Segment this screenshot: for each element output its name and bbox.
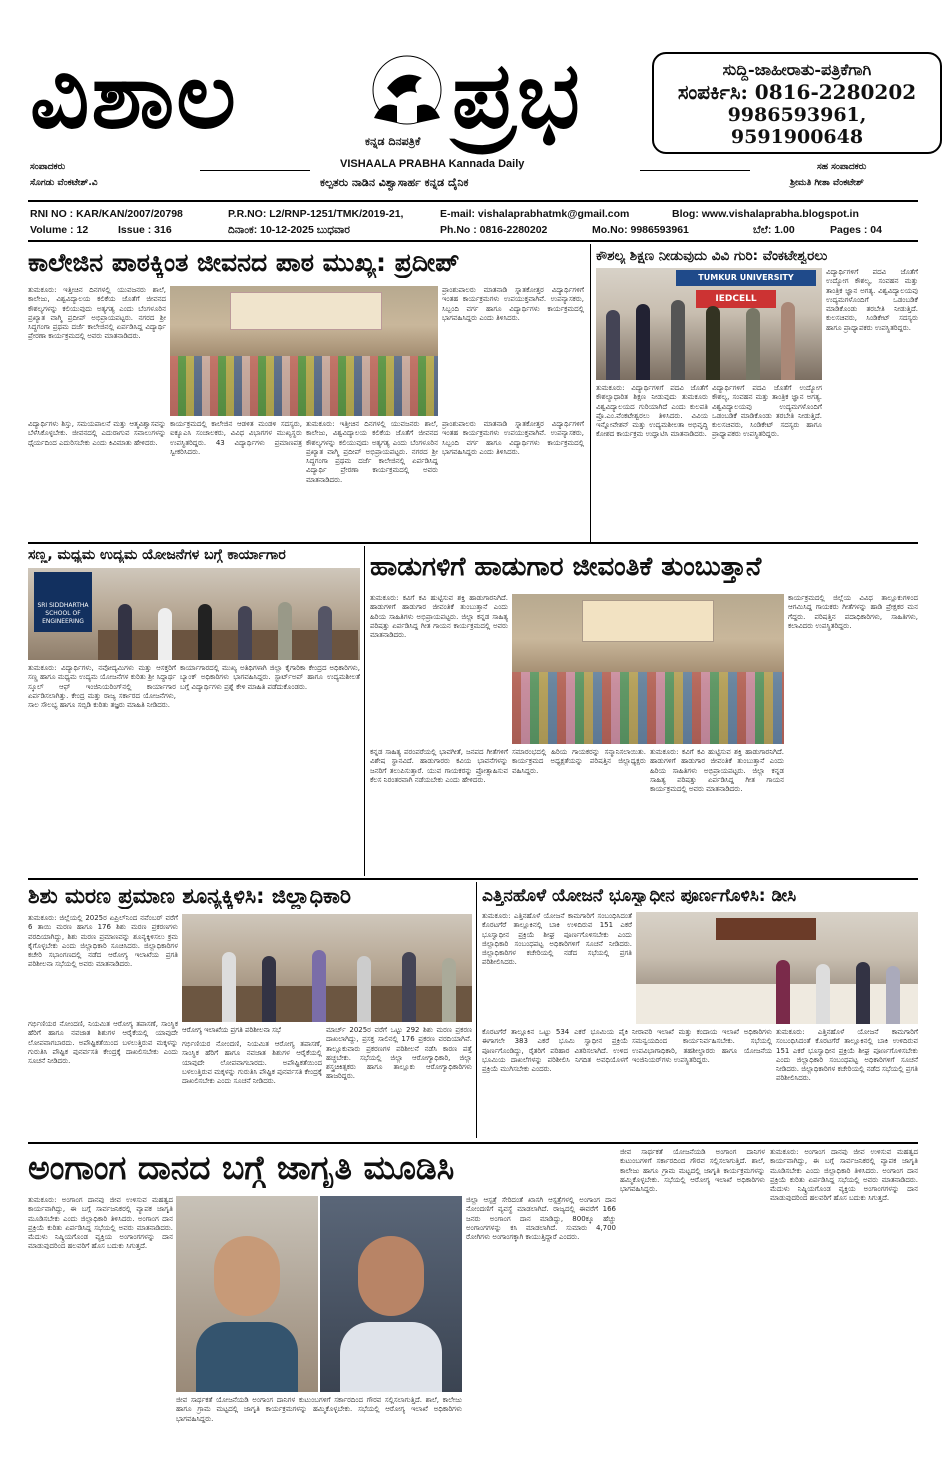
article-2-body: ವಿದ್ಯಾರ್ಥಿಗಳಿಗೆ ಪದವಿ ಜೊತೆಗೆ ಉದ್ಯೋಗ ಕೌಶಲ್ಯ, ಸಂವಹನ ಮತ್ತು ತಾಂತ್ರಿಕ ಜ್ಞಾನ ಅಗತ್ಯ. ವಿಶ್ವವಿದ್ಯಾಲಯವು ಉದ್ಯಮಗಳೊಂದಿಗೆ ಒಡಂಬಡಿಕೆ ಮಾಡಿಕೊಂಡು ತರಬೇತಿ ನೀಡುತ್ತಿದೆ. ಕುಲಸಚಿವರು, ಸಿಂಡಿಕೇಟ್ ಸದಸ್ಯರು ಹಾಗೂ ಪ್ರಾಧ್ಯಾಪಕರು ಉಪಸ್ಥಿತರಿದ್ದರು. [712,384,822,439]
portrait-photo [176,1196,318,1392]
article-4-headline: ಹಾಡುಗಳಿಗೆ ಹಾಡುಗಾರ ಜೀವಂತಿಕೆ ತುಂಬುತ್ತಾನೆ [370,552,762,582]
rni-number: RNI NO : KAR/KAN/2007/20798 [30,208,183,220]
article-5-body: ಮಾರ್ಚ್ 2025ರ ವರೆಗೆ ಒಟ್ಟು 292 ಶಿಶು ಮರಣ ಪ್ರಕರಣ ದಾಖಲಾಗಿದ್ದು, ಪ್ರಸಕ್ತ ಸಾಲಿನಲ್ಲಿ 176 ಪ್ರಕರಣ ವರದಿಯಾಗಿವೆ. ತಾಲ್ಲೂಕುವಾರು ಪ್ರಕರಣಗಳ ಪರಿಶೀಲನೆ ನಡೆಸಿ ಕಾರಣ ಪತ್ತೆ ಹಚ್ಚಬೇಕು. ಸಭೆಯಲ್ಲಿ ಜಿಲ್ಲಾ ಆರೋಗ್ಯಾಧಿಕಾರಿ, ಜಿಲ್ಲಾ ಶಸ್ತ್ರಚಿಕಿತ್ಸಕರು ಹಾಗೂ ತಾಲ್ಲೂಕು ಆರೋಗ್ಯಾಧಿಕಾರಿಗಳು ಹಾಜರಿದ್ದರು. [326,1026,472,1081]
article-1-body: ಪ್ರಾಂಶುಪಾಲರು ಮಾತನಾಡಿ ಸ್ನಾತಕೋತ್ತರ ವಿದ್ಯಾರ್ಥಿಗಳಿಗೆ ಇಂತಹ ಕಾರ್ಯಕ್ರಮಗಳು ಉಪಯುಕ್ತವಾಗಿವೆ. ಉಪನ್ಯಾಸಕರು, ಸಿಬ್ಬಂದಿ ವರ್ಗ ಹಾಗೂ ವಿದ್ಯಾರ್ಥಿಗಳು ಕಾರ್ಯಕ್ರಮದಲ್ಲಿ ಭಾಗವಹಿಸಿದ್ದರು ಎಂದು ತಿಳಿಸಿದರು. [442,286,584,322]
article-4-body: ಕನ್ನಡ ಸಾಹಿತ್ಯ ಪರಂಪರೆಯಲ್ಲಿ ಭಾವಗೀತೆ, ಜನಪದ ಗೀತೆಗಳಿಗೆ ವಿಶೇಷ ಸ್ಥಾನವಿದೆ. ಹಾಡುಗಾರರು ಕವಿಯ ಭಾವನೆಗಳನ್ನು ಜನರಿಗೆ ತಲುಪಿಸುತ್ತಾರೆ. ಯುವ ಗಾಯಕರನ್ನು ಪ್ರೋತ್ಸಾಹಿಸುವ ಕೆಲಸ ನಿರಂತರವಾಗಿ ನಡೆಯಬೇಕು ಎಂದು ಹೇಳಿದರು. [370,748,508,784]
divider [28,542,918,544]
article-5-headline: ಶಿಶು ಮರಣ ಪ್ರಮಾಣ ಶೂನ್ಯಕ್ಕಿಳಿಸಿ: ಜಿಲ್ಲಾಧಿಕಾರಿ [28,884,352,908]
photo-caption: ಆರೋಗ್ಯ ಇಲಾಖೆಯ ಪ್ರಗತಿ ಪರಿಶೀಲನಾ ಸಭೆ [182,1026,281,1034]
event-photo [28,568,360,660]
article-7-body: ತುಮಕೂರು: ಅಂಗಾಂಗ ದಾನವು ಜೀವ ಉಳಿಸುವ ಮಹತ್ವದ ಕಾರ್ಯವಾಗಿದ್ದು, ಈ ಬಗ್ಗೆ ಸಾರ್ವಜನಿಕರಲ್ಲಿ ವ್ಯಾಪಕ ಜಾಗೃತಿ ಮೂಡಿಸಬೇಕು ಎಂದು ಜಿಲ್ಲಾಧಿಕಾರಿ ತಿಳಿಸಿದರು. ಅಂಗಾಂಗ ದಾನ ಪ್ರಕ್ರಿಯೆ ಕುರಿತು ಏರ್ಪಡಿಸಿದ್ದ ಸಭೆಯಲ್ಲಿ ಅವರು ಮಾತನಾಡಿದರು. ಮೆದುಳು ನಿಷ್ಕ್ರಿಯಗೊಂಡ ವ್ಯಕ್ತಿಯ ಅಂಗಾಂಗಗಳನ್ನು ದಾನ ಮಾಡುವುದರಿಂದ ಹಲವರಿಗೆ ಹೊಸ ಬದುಕು ಸಿಗುತ್ತದೆ. [770,1148,918,1203]
mobile: Mo.No: 9986593961 [592,224,689,236]
article-6-body: ನೀರಾವರಿ ಇಲಾಖೆ ಮತ್ತು ಕಂದಾಯ ಇಲಾಖೆ ಅಧಿಕಾರಿಗಳು ಸಮನ್ವಯದಿಂದ ಕಾರ್ಯನಿರ್ವಹಿಸಬೇಕು. ಸಭೆಯಲ್ಲಿ ಉಪವಿಭಾಗಾಧಿಕಾರಿ, ತಹಶೀಲ್ದಾರರು ಹಾಗೂ ಯೋಜನೆಯ ಇಂಜಿನಿಯರ್‌ಗಳು ಉಪಸ್ಥಿತರಿದ್ದರು. [632,1028,772,1064]
article-1-body: ವಿದ್ಯಾರ್ಥಿಗಳು ಶಿಸ್ತು, ಸಮಯಪಾಲನೆ ಮತ್ತು ಆತ್ಮವಿಶ್ವಾಸವನ್ನು ಬೆಳೆಸಿಕೊಳ್ಳಬೇಕು. ಜೀವನದಲ್ಲಿ ಎದುರಾಗುವ ಸವಾಲುಗಳನ್ನು ಧೈರ್ಯದಿಂದ ಎದುರಿಸಬೇಕು ಎಂದು ಕಿವಿಮಾತು ಹೇಳಿದರು. [28,420,166,447]
pr-number: P.R.NO: L2/RNP-1251/TMK/2019-21, [228,208,404,220]
banner-text: SRI SIDDHARTHA SCHOOL OF ENGINEERING [34,572,92,632]
contact-line2: ಸಂಪರ್ಕಿಸಿ: 0816-2280202 [677,80,917,104]
issue-date: ದಿನಾಂಕ: 10-12-2025 ಬುಧವಾರ [228,224,350,236]
price: ಬೆಲೆ: 1.00 [753,224,795,236]
contact-line1: ಸುದ್ದಿ-ಜಾಹೀರಾತು-ಪತ್ರಿಕೆಗಾಗಿ [722,60,872,79]
masthead-tagline: ಕಲ್ಪತರು ನಾಡಿನ ವಿಶ್ವಾಸಾರ್ಹ ಕನ್ನಡ ದೈನಿಕ [320,176,469,189]
email: E-mail: vishalaprabhatmk@gmail.com [440,208,630,220]
article-3-body: ತುಮಕೂರು: ವಿದ್ಯಾರ್ಥಿಗಳು, ನವೋದ್ಯಮಿಗಳು ಮತ್ತು ಆಸಕ್ತರಿಗೆ ಸಣ್ಣ ಹಾಗೂ ಮಧ್ಯಮ ಉದ್ಯಮ ಯೋಜನೆಗಳ ಕುರಿತು ಶ್ರೀ ಸಿದ್ಧಾರ್ಥ ಸ್ಕೂಲ್ ಆಫ್ ಇಂಜಿನಿಯರಿಂಗ್‌ನಲ್ಲಿ ಕಾರ್ಯಾಗಾರ ಏರ್ಪಡಿಸಲಾಗಿತ್ತು. ಕೇಂದ್ರ ಮತ್ತು ರಾಜ್ಯ ಸರ್ಕಾರದ ಯೋಜನೆಗಳು, ಸಾಲ ಸೌಲಭ್ಯ ಹಾಗೂ ಸಬ್ಸಿಡಿ ಕುರಿತು ತಜ್ಞರು ಮಾಹಿತಿ ನೀಡಿದರು. [28,664,176,710]
event-photo [170,286,438,416]
article-4-body: ತುಮಕೂರು: ಕವಿಗೆ ಕವಿ ಹುಟ್ಟಿಸುವ ಶಕ್ತಿ ಹಾಡುಗಾರನಿಗಿದೆ. ಹಾಡುಗಳಿಗೆ ಹಾಡುಗಾರ ಜೀವಂತಿಕೆ ತುಂಬುತ್ತಾನೆ ಎಂದು ಹಿರಿಯ ಸಾಹಿತಿಗಳು ಅಭಿಪ್ರಾಯಪಟ್ಟರು. ಜಿಲ್ಲಾ ಕನ್ನಡ ಸಾಹಿತ್ಯ ಪರಿಷತ್ತು ಏರ್ಪಡಿಸಿದ್ದ ಗೀತ ಗಾಯನ ಕಾರ್ಯಕ್ರಮದಲ್ಲಿ ಅವರು ಮಾತನಾಡಿದರು. [650,748,784,794]
event-photo [596,268,822,380]
article-1-body: ಪ್ರಾಂಶುಪಾಲರು ಮಾತನಾಡಿ ಸ್ನಾತಕೋತ್ತರ ವಿದ್ಯಾರ್ಥಿಗಳಿಗೆ ಇಂತಹ ಕಾರ್ಯಕ್ರಮಗಳು ಉಪಯುಕ್ತವಾಗಿವೆ. ಉಪನ್ಯಾಸಕರು, ಸಿಬ್ಬಂದಿ ವರ್ಗ ಹಾಗೂ ವಿದ್ಯಾರ್ಥಿಗಳು ಕಾರ್ಯಕ್ರಮದಲ್ಲಿ ಭಾಗವಹಿಸಿದ್ದರು ಎಂದು ತಿಳಿಸಿದರು. [442,420,584,456]
article-2-body: ವಿದ್ಯಾರ್ಥಿಗಳಿಗೆ ಪದವಿ ಜೊತೆಗೆ ಉದ್ಯೋಗ ಕೌಶಲ್ಯ, ಸಂವಹನ ಮತ್ತು ತಾಂತ್ರಿಕ ಜ್ಞಾನ ಅಗತ್ಯ. ವಿಶ್ವವಿದ್ಯಾಲಯವು ಉದ್ಯಮಗಳೊಂದಿಗೆ ಒಡಂಬಡಿಕೆ ಮಾಡಿಕೊಂಡು ತರಬೇತಿ ನೀಡುತ್ತಿದೆ. ಕುಲಸಚಿವರು, ಸಿಂಡಿಕೇಟ್ ಸದಸ್ಯರು ಹಾಗೂ ಪ್ರಾಧ್ಯಾಪಕರು ಉಪಸ್ಥಿತರಿದ್ದರು. [826,268,918,332]
phone: Ph.No : 0816-2280202 [440,224,548,236]
co-editor-name: ಶ್ರೀಮತಿ ಗೀತಾ ವೆಂಕಟೇಶ್ [790,178,864,188]
masthead-subtitle-kn: ಕನ್ನಡ ದಿನಪತ್ರಿಕೆ [365,135,421,148]
article-1-body: ತುಮಕೂರು: ಇತ್ತೀಚಿನ ದಿನಗಳಲ್ಲಿ ಯುವಜನರು ಶಾಲೆ, ಕಾಲೇಜು, ವಿಶ್ವವಿದ್ಯಾಲಯ ಕಲಿಕೆಯ ಜೊತೆಗೆ ಜೀವನದ ಕೌಶಲ್ಯಗಳನ್ನು ಕಲಿಯುವುದು ಅತ್ಯಗತ್ಯ ಎಂದು ಬೆಂಗಳೂರಿನ ಪ್ರಖ್ಯಾತ ವಾಗ್ಮಿ ಪ್ರದೀಪ್ ಅಭಿಪ್ರಾಯಪಟ್ಟರು. ನಗರದ ಶ್ರೀ ಸಿದ್ಧಗಂಗಾ ಪ್ರಥಮ ದರ್ಜೆ ಕಾಲೇಜಿನಲ್ಲಿ ಏರ್ಪಡಿಸಿದ್ದ ವಿದ್ಯಾರ್ಥಿ ಪ್ರೇರಣಾ ಕಾರ್ಯಕ್ರಮದಲ್ಲಿ ಅವರು ಮಾತನಾಡಿದರು. [306,420,438,484]
contact-box [652,52,942,154]
article-2-headline: ಕೌಶಲ್ಯ ಶಿಕ್ಷಣ ನೀಡುವುದು ವಿವಿ ಗುರಿ: ವೆಂಕಟೇಶ್ವರಲು [596,248,828,264]
article-1-body: ತುಮಕೂರು: ಇತ್ತೀಚಿನ ದಿನಗಳಲ್ಲಿ ಯುವಜನರು ಶಾಲೆ, ಕಾಲೇಜು, ವಿಶ್ವವಿದ್ಯಾಲಯ ಕಲಿಕೆಯ ಜೊತೆಗೆ ಜೀವನದ ಕೌಶಲ್ಯಗಳನ್ನು ಕಲಿಯುವುದು ಅತ್ಯಗತ್ಯ ಎಂದು ಬೆಂಗಳೂರಿನ ಪ್ರಖ್ಯಾತ ವಾಗ್ಮಿ ಪ್ರದೀಪ್ ಅಭಿಪ್ರಾಯಪಟ್ಟರು. ನಗರದ ಶ್ರೀ ಸಿದ್ಧಗಂಗಾ ಪ್ರಥಮ ದರ್ಜೆ ಕಾಲೇಜಿನಲ್ಲಿ ಏರ್ಪಡಿಸಿದ್ದ ವಿದ್ಯಾರ್ಥಿ ಪ್ರೇರಣಾ ಕಾರ್ಯಕ್ರಮದಲ್ಲಿ ಅವರು ಮಾತನಾಡಿದರು. [28,286,166,341]
editor-name: ಸೊಗಡು ವೆಂಕಟೇಶ್.ವಿ [30,178,98,188]
co-editor-label: ಸಹ ಸಂಪಾದಕರು [817,162,867,172]
article-1-body: ಕಾರ್ಯಕ್ರಮದಲ್ಲಿ ಕಾಲೇಜಿನ ಆಡಳಿತ ಮಂಡಳಿ ಸದಸ್ಯರು, ಐಕ್ಯೂಎಸಿ ಸಂಚಾಲಕರು, ವಿವಿಧ ವಿಭಾಗಗಳ ಮುಖ್ಯಸ್ಥರು ಉಪಸ್ಥಿತರಿದ್ದರು. 43 ವಿದ್ಯಾರ್ಥಿಗಳು ಪ್ರಮಾಣಪತ್ರ ಸ್ವೀಕರಿಸಿದರು. [170,420,302,456]
divider [28,240,918,242]
article-4-body: ಕಾರ್ಯಕ್ರಮದಲ್ಲಿ ಜಿಲ್ಲೆಯ ವಿವಿಧ ತಾಲ್ಲೂಕುಗಳಿಂದ ಆಗಮಿಸಿದ್ದ ಗಾಯಕರು ಗೀತೆಗಳನ್ನು ಹಾಡಿ ಪ್ರೇಕ್ಷಕರ ಮನ ಗೆದ್ದರು. ಪರಿಷತ್ತಿನ ಪದಾಧಿಕಾರಿಗಳು, ಸಾಹಿತಿಗಳು, ಕಲಾವಿದರು ಉಪಸ್ಥಿತರಿದ್ದರು. [788,594,918,630]
masthead-title-left: ವಿಶಾಲ [30,42,238,149]
banner-text: IEDCELL [696,290,776,308]
article-2-body: ತುಮಕೂರು: ವಿದ್ಯಾರ್ಥಿಗಳಿಗೆ ಪದವಿ ಜೊತೆಗೆ ಕೌಶಲ್ಯಾಧಾರಿತ ಶಿಕ್ಷಣ ನೀಡುವುದು ತುಮಕೂರು ವಿಶ್ವವಿದ್ಯಾಲಯದ ಗುರಿಯಾಗಿದೆ ಎಂದು ಕುಲಪತಿ ಪ್ರೊ.ಎಂ.ವೆಂಕಟೇಶ್ವರಲು ತಿಳಿಸಿದರು. ವಿವಿಯ ಇನ್ನೋವೇಶನ್ ಮತ್ತು ಉದ್ಯಮಶೀಲತಾ ಅಭಿವೃದ್ಧಿ ಕೋಶದ ಕಾರ್ಯಕ್ರಮ ಉದ್ಘಾಟಿಸಿ ಮಾತನಾಡಿದರು. [596,384,708,439]
divider [476,882,477,1138]
meeting-photo [636,912,918,1024]
meeting-photo [182,914,472,1022]
divider [28,1142,918,1144]
editor-label: ಸಂಪಾದಕರು [30,162,66,172]
issue: Issue : 316 [118,224,172,236]
divider [200,170,310,171]
banner-text: TUMKUR UNIVERSITY [676,270,816,286]
article-6-body: ತುಮಕೂರು: ಎತ್ತಿನಹೊಳೆ ಯೋಜನೆ ಕಾಮಗಾರಿಗೆ ಸಂಬಂಧಿಸಿದಂತೆ ಕೊರಟಗೆರೆ ತಾಲ್ಲೂಕಿನಲ್ಲಿ ಬಾಕಿ ಉಳಿದಿರುವ 151 ಎಕರೆ ಭೂಸ್ವಾಧೀನ ಪ್ರಕ್ರಿಯೆ ಶೀಘ್ರ ಪೂರ್ಣಗೊಳಿಸಬೇಕು ಎಂದು ಜಿಲ್ಲಾಧಿಕಾರಿ ಸಂಬಂಧಪಟ್ಟ ಅಧಿಕಾರಿಗಳಿಗೆ ಸೂಚನೆ ನೀಡಿದರು. ಜಿಲ್ಲಾಧಿಕಾರಿಗಳ ಕಚೇರಿಯಲ್ಲಿ ನಡೆದ ಸಭೆಯಲ್ಲಿ ಪ್ರಗತಿ ಪರಿಶೀಲಿಸಿದರು. [482,912,632,967]
article-5-body: ತುಮಕೂರು: ಜಿಲ್ಲೆಯಲ್ಲಿ 2025ರ ಏಪ್ರಿಲ್‌ನಿಂದ ನವೆಂಬರ್ ವರೆಗೆ 6 ತಾಯಿ ಮರಣ ಹಾಗೂ 176 ಶಿಶು ಮರಣ ಪ್ರಕರಣಗಳು ವರದಿಯಾಗಿದ್ದು, ಶಿಶು ಮರಣ ಪ್ರಮಾಣವನ್ನು ಶೂನ್ಯಕ್ಕಿಳಿಸಲು ಕ್ರಮ ಕೈಗೊಳ್ಳಬೇಕು ಎಂದು ಜಿಲ್ಲಾಧಿಕಾರಿ ಸೂಚಿಸಿದರು. ಜಿಲ್ಲಾಧಿಕಾರಿಗಳ ಕಚೇರಿ ಸಭಾಂಗಣದಲ್ಲಿ ನಡೆದ ಆರೋಗ್ಯ ಇಲಾಖೆಯ ಪ್ರಗತಿ ಪರಿಶೀಲನಾ ಸಭೆಯಲ್ಲಿ ಅವರು ಮಾತನಾಡಿದರು. [28,914,178,969]
article-5-body: ಗರ್ಭಿಣಿಯರ ನೋಂದಣಿ, ನಿಯಮಿತ ಆರೋಗ್ಯ ತಪಾಸಣೆ, ಸಾಂಸ್ಥಿಕ ಹೆರಿಗೆ ಹಾಗೂ ನವಜಾತ ಶಿಶುಗಳ ಆರೈಕೆಯಲ್ಲಿ ಯಾವುದೇ ಲೋಪವಾಗಬಾರದು. ಅಪೌಷ್ಟಿಕತೆಯಿಂದ ಬಳಲುತ್ತಿರುವ ಮಕ್ಕಳನ್ನು ಗುರುತಿಸಿ ಪೌಷ್ಟಿಕ ಪುನರ್ವಸತಿ ಕೇಂದ್ರಕ್ಕೆ ದಾಖಲಿಸಬೇಕು ಎಂದು ಸೂಚನೆ ನೀಡಿದರು. [28,1020,178,1066]
article-7-headline: ಅಂಗಾಂಗ ದಾನದ ಬಗ್ಗೆ ಜಾಗೃತಿ ಮೂಡಿಸಿ [28,1148,455,1187]
blog-url: Blog: www.vishalaprabha.blogspot.in [672,208,859,220]
divider [28,200,918,202]
event-photo [512,594,784,744]
article-7-body: ಜೀವ ಸಾರ್ಥಕತೆ ಯೋಜನೆಯಡಿ ಅಂಗಾಂಗ ದಾನಿಗಳ ಕುಟುಂಬಗಳಿಗೆ ಸರ್ಕಾರದಿಂದ ಗೌರವ ಸಲ್ಲಿಸಲಾಗುತ್ತಿದೆ. ಶಾಲೆ, ಕಾಲೇಜು ಹಾಗೂ ಗ್ರಾಮ ಮಟ್ಟದಲ್ಲಿ ಜಾಗೃತಿ ಕಾರ್ಯಕ್ರಮಗಳನ್ನು ಹಮ್ಮಿಕೊಳ್ಳಬೇಕು. ಸಭೆಯಲ್ಲಿ ಆರೋಗ್ಯ ಇಲಾಖೆ ಅಧಿಕಾರಿಗಳು ಭಾಗವಹಿಸಿದ್ದರು. [620,1148,765,1194]
dove-hands-logo [362,48,452,138]
masthead-subtitle-en: VISHAALA PRABHA Kannada Daily [340,158,525,170]
article-7-body: ಜಿಲ್ಲಾ ಆಸ್ಪತ್ರೆ ಸೇರಿದಂತೆ ಖಾಸಗಿ ಆಸ್ಪತ್ರೆಗಳಲ್ಲಿ ಅಂಗಾಂಗ ದಾನ ನೋಂದಣಿಗೆ ವ್ಯವಸ್ಥೆ ಮಾಡಲಾಗಿದೆ. ರಾಜ್ಯದಲ್ಲಿ ಈವರೆಗೆ 166 ಜನರು ಅಂಗಾಂಗ ದಾನ ಮಾಡಿದ್ದು, 800ಕ್ಕೂ ಹೆಚ್ಚು ಅಂಗಾಂಗಗಳನ್ನು ಕಸಿ ಮಾಡಲಾಗಿದೆ. ಸುಮಾರು 4,700 ರೋಗಿಗಳು ಅಂಗಾಂಗಕ್ಕಾಗಿ ಕಾಯುತ್ತಿದ್ದಾರೆ ಎಂದರು. [466,1196,616,1242]
divider [590,244,591,542]
article-7-body: ತುಮಕೂರು: ಅಂಗಾಂಗ ದಾನವು ಜೀವ ಉಳಿಸುವ ಮಹತ್ವದ ಕಾರ್ಯವಾಗಿದ್ದು, ಈ ಬಗ್ಗೆ ಸಾರ್ವಜನಿಕರಲ್ಲಿ ವ್ಯಾಪಕ ಜಾಗೃತಿ ಮೂಡಿಸಬೇಕು ಎಂದು ಜಿಲ್ಲಾಧಿಕಾರಿ ತಿಳಿಸಿದರು. ಅಂಗಾಂಗ ದಾನ ಪ್ರಕ್ರಿಯೆ ಕುರಿತು ಏರ್ಪಡಿಸಿದ್ದ ಸಭೆಯಲ್ಲಿ ಅವರು ಮಾತನಾಡಿದರು. ಮೆದುಳು ನಿಷ್ಕ್ರಿಯಗೊಂಡ ವ್ಯಕ್ತಿಯ ಅಂಗಾಂಗಗಳನ್ನು ದಾನ ಮಾಡುವುದರಿಂದ ಹಲವರಿಗೆ ಹೊಸ ಬದುಕು ಸಿಗುತ್ತದೆ. [28,1196,173,1251]
divider [364,546,365,876]
article-3-headline: ಸಣ್ಣ, ಮಧ್ಯಮ ಉದ್ಯಮ ಯೋಜನೆಗಳ ಬಗ್ಗೆ ಕಾರ್ಯಾಗಾರ [28,547,286,563]
article-6-body: ಕೊರಟಗೆರೆ ತಾಲ್ಲೂಕಿನ ಒಟ್ಟು 534 ಎಕರೆ ಭೂಮಿಯ ಪೈಕಿ ಈಗಾಗಲೇ 383 ಎಕರೆ ಭೂಮಿ ಸ್ವಾಧೀನ ಪ್ರಕ್ರಿಯೆ ಪೂರ್ಣಗೊಂಡಿದ್ದು, ರೈತರಿಗೆ ಪರಿಹಾರ ವಿತರಿಸಲಾಗಿದೆ. ಉಳಿದ ಭೂಮಿಯ ದಾಖಲೆಗಳನ್ನು ಪರಿಶೀಲಿಸಿ ನಿಗದಿತ ಅವಧಿಯೊಳಗೆ ಪ್ರಕ್ರಿಯೆ ಮುಗಿಸಬೇಕು ಎಂದರು. [482,1028,628,1074]
article-3-body: ಕಾರ್ಯಾಗಾರದಲ್ಲಿ ಮುಖ್ಯ ಅತಿಥಿಗಳಾಗಿ ಜಿಲ್ಲಾ ಕೈಗಾರಿಕಾ ಕೇಂದ್ರದ ಅಧಿಕಾರಿಗಳು, ಬ್ಯಾಂಕ್ ಅಧಿಕಾರಿಗಳು ಭಾಗವಹಿಸಿದ್ದರು. ಸ್ಟಾರ್ಟ್ಅಪ್ ಹಾಗೂ ಉದ್ಯಮಶೀಲತೆ ಬಗ್ಗೆ ವಿದ್ಯಾರ್ಥಿಗಳು ಪ್ರಶ್ನೆ ಕೇಳಿ ಮಾಹಿತಿ ಪಡೆದುಕೊಂಡರು. [180,664,360,691]
divider [28,878,918,880]
article-6-headline: ಎತ್ತಿನಹೊಳೆ ಯೋಜನೆ ಭೂಸ್ವಾಧೀನ ಪೂರ್ಣಗೊಳಿಸಿ: ಡೀಸಿ [482,886,797,906]
portraits-photo [176,1196,462,1392]
divider [640,170,750,171]
article-4-body: ಸಮಾರಂಭದಲ್ಲಿ ಹಿರಿಯ ಗಾಯಕರನ್ನು ಸನ್ಮಾನಿಸಲಾಯಿತು. ಕಾರ್ಯಕ್ರಮದ ಅಧ್ಯಕ್ಷತೆಯನ್ನು ಪರಿಷತ್ತಿನ ಜಿಲ್ಲಾಧ್ಯಕ್ಷರು ವಹಿಸಿದ್ದರು. [512,748,646,775]
article-4-body: ತುಮಕೂರು: ಕವಿಗೆ ಕವಿ ಹುಟ್ಟಿಸುವ ಶಕ್ತಿ ಹಾಡುಗಾರನಿಗಿದೆ. ಹಾಡುಗಳಿಗೆ ಹಾಡುಗಾರ ಜೀವಂತಿಕೆ ತುಂಬುತ್ತಾನೆ ಎಂದು ಹಿರಿಯ ಸಾಹಿತಿಗಳು ಅಭಿಪ್ರಾಯಪಟ್ಟರು. ಜಿಲ್ಲಾ ಕನ್ನಡ ಸಾಹಿತ್ಯ ಪರಿಷತ್ತು ಏರ್ಪಡಿಸಿದ್ದ ಗೀತ ಗಾಯನ ಕಾರ್ಯಕ್ರಮದಲ್ಲಿ ಅವರು ಮಾತನಾಡಿದರು. [370,594,508,640]
contact-line3: 9986593961, 9591900648 [727,104,867,148]
article-1-headline: ಕಾಲೇಜಿನ ಪಾಠಕ್ಕಿಂತ ಜೀವನದ ಪಾಠ ಮುಖ್ಯ: ಪ್ರದೀಪ್ [28,248,460,277]
volume: Volume : 12 [30,224,89,236]
article-7-body: ಜೀವ ಸಾರ್ಥಕತೆ ಯೋಜನೆಯಡಿ ಅಂಗಾಂಗ ದಾನಿಗಳ ಕುಟುಂಬಗಳಿಗೆ ಸರ್ಕಾರದಿಂದ ಗೌರವ ಸಲ್ಲಿಸಲಾಗುತ್ತಿದೆ. ಶಾಲೆ, ಕಾಲೇಜು ಹಾಗೂ ಗ್ರಾಮ ಮಟ್ಟದಲ್ಲಿ ಜಾಗೃತಿ ಕಾರ್ಯಕ್ರಮಗಳನ್ನು ಹಮ್ಮಿಕೊಳ್ಳಬೇಕು. ಸಭೆಯಲ್ಲಿ ಆರೋಗ್ಯ ಇಲಾಖೆ ಅಧಿಕಾರಿಗಳು ಭಾಗವಹಿಸಿದ್ದರು. [176,1396,462,1423]
portrait-photo [320,1196,462,1392]
article-5-body: ಗರ್ಭಿಣಿಯರ ನೋಂದಣಿ, ನಿಯಮಿತ ಆರೋಗ್ಯ ತಪಾಸಣೆ, ಸಾಂಸ್ಥಿಕ ಹೆರಿಗೆ ಹಾಗೂ ನವಜಾತ ಶಿಶುಗಳ ಆರೈಕೆಯಲ್ಲಿ ಯಾವುದೇ ಲೋಪವಾಗಬಾರದು. ಅಪೌಷ್ಟಿಕತೆಯಿಂದ ಬಳಲುತ್ತಿರುವ ಮಕ್ಕಳನ್ನು ಗುರುತಿಸಿ ಪೌಷ್ಟಿಕ ಪುನರ್ವಸತಿ ಕೇಂದ್ರಕ್ಕೆ ದಾಖಲಿಸಬೇಕು ಎಂದು ಸೂಚನೆ ನೀಡಿದರು. [182,1040,322,1086]
article-6-body: ತುಮಕೂರು: ಎತ್ತಿನಹೊಳೆ ಯೋಜನೆ ಕಾಮಗಾರಿಗೆ ಸಂಬಂಧಿಸಿದಂತೆ ಕೊರಟಗೆರೆ ತಾಲ್ಲೂಕಿನಲ್ಲಿ ಬಾಕಿ ಉಳಿದಿರುವ 151 ಎಕರೆ ಭೂಸ್ವಾಧೀನ ಪ್ರಕ್ರಿಯೆ ಶೀಘ್ರ ಪೂರ್ಣಗೊಳಿಸಬೇಕು ಎಂದು ಜಿಲ್ಲಾಧಿಕಾರಿ ಸಂಬಂಧಪಟ್ಟ ಅಧಿಕಾರಿಗಳಿಗೆ ಸೂಚನೆ ನೀಡಿದರು. ಜಿಲ್ಲಾಧಿಕಾರಿಗಳ ಕಚೇರಿಯಲ್ಲಿ ನಡೆದ ಸಭೆಯಲ್ಲಿ ಪ್ರಗತಿ ಪರಿಶೀಲಿಸಿದರು. [776,1028,918,1083]
masthead-title-right: ಪ್ರಭ [452,42,582,149]
page-count: Pages : 04 [830,224,882,236]
